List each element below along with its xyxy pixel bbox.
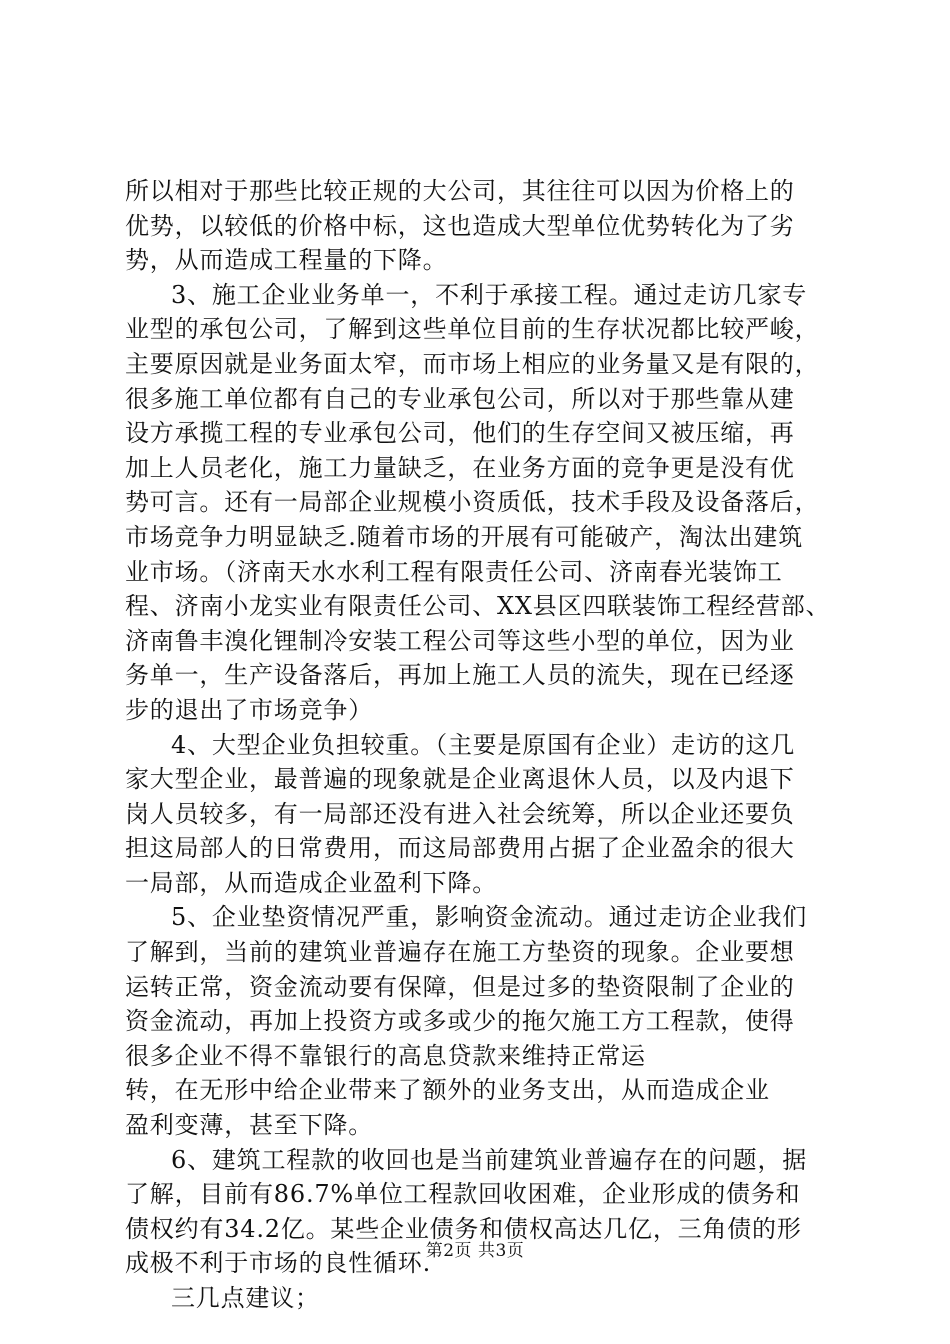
- text-line: 业型的承包公司，了解到这些单位目前的生存状况都比较严峻，: [125, 315, 820, 344]
- text-line: 市场竞争力明显缺乏.随着市场的开展有可能破产，淘汰出建筑: [125, 522, 804, 551]
- section-heading-suggestions: 三几点建议；: [171, 1284, 320, 1312]
- text-line: 设方承揽工程的专业承包公司，他们的生存空间又被压缩，再: [125, 419, 795, 448]
- text-line: 很多企业不得不靠银行的高息贷款来维持正常运: [125, 1041, 646, 1070]
- text-line: 势可言。还有一局部企业规模小资质低，技术手段及设备落后，: [125, 488, 820, 517]
- text-line: 成极不利于市场的良性循环.: [125, 1249, 432, 1278]
- text-line: 担这局部人的日常费用，而这局部费用占据了企业盈余的很大: [125, 834, 795, 863]
- text-line: 所以相对于那些比较正规的大公司，其往往可以因为价格上的: [125, 177, 795, 205]
- text-line: 了解，目前有86.7%单位工程款回收困难，企业形成的债务和: [125, 1180, 801, 1209]
- text-line: 济南鲁丰溴化锂制冷安装工程公司等这些小型的单位，因为业: [125, 626, 795, 655]
- text-line: 盈利变薄，甚至下降。: [125, 1111, 373, 1140]
- text-line: 资金流动，再加上投资方或多或少的拖欠施工方工程款，使得: [125, 1007, 795, 1036]
- text-line: 步的退出了市场竞争）: [125, 695, 373, 724]
- body-text: [125, 174, 833, 1316]
- text-line: 运转正常，资金流动要有保障，但是过多的垫资限制了企业的: [125, 972, 795, 1001]
- text-line: 加上人员老化，施工力量缺乏，在业务方面的竞争更是没有优: [125, 453, 795, 482]
- text-line: 务单一，生产设备落后，再加上施工人员的流失，现在已经逐: [125, 661, 795, 690]
- paragraph-4-heading: 4、大型企业负担较重。（主要是原国有企业）走访的这几: [171, 730, 796, 759]
- text-line: 一局部，从而造成企业盈利下降。: [125, 868, 497, 897]
- page-number-footer: 第2页 共3页: [425, 1241, 525, 1261]
- text-line: 业市场。（济南天水水利工程有限责任公司、济南春光装饰工: [125, 557, 783, 586]
- text-line: 主要原因就是业务面太窄，而市场上相应的业务量又是有限的，: [125, 349, 820, 378]
- text-line: 势，从而造成工程量的下降。: [125, 246, 448, 275]
- text-line: 债权约有34.2亿。某些企业债务和债权高达几亿，三角债的形: [125, 1214, 802, 1243]
- text-line: 程、济南小龙实业有限责任公司、XX县区四联装饰工程经营部、: [125, 592, 831, 621]
- paragraph-3-heading: 3、施工企业业务单一，不利于承接工程。通过走访几家专: [171, 280, 808, 309]
- text-line: 转，在无形中给企业带来了额外的业务支出，从而造成企业: [125, 1076, 770, 1105]
- text-line: 很多施工单位都有自己的专业承包公司，所以对于那些靠从建: [125, 384, 795, 413]
- text-line: 岗人员较多，有一局部还没有进入社会统筹，所以企业还要负: [125, 799, 795, 828]
- text-line: 了解到，当前的建筑业普遍存在施工方垫资的现象。企业要想: [125, 938, 795, 967]
- text-line: 优势，以较低的价格中标，这也造成大型单位优势转化为了劣: [125, 211, 795, 240]
- text-line: 家大型企业，最普遍的现象就是企业离退休人员，以及内退下: [125, 765, 795, 794]
- paragraph-6-heading: 6、建筑工程款的收回也是当前建筑业普遍存在的问题，据: [171, 1145, 808, 1174]
- paragraph-5-heading: 5、企业垫资情况严重，影响资金流动。通过走访企业我们: [171, 903, 808, 932]
